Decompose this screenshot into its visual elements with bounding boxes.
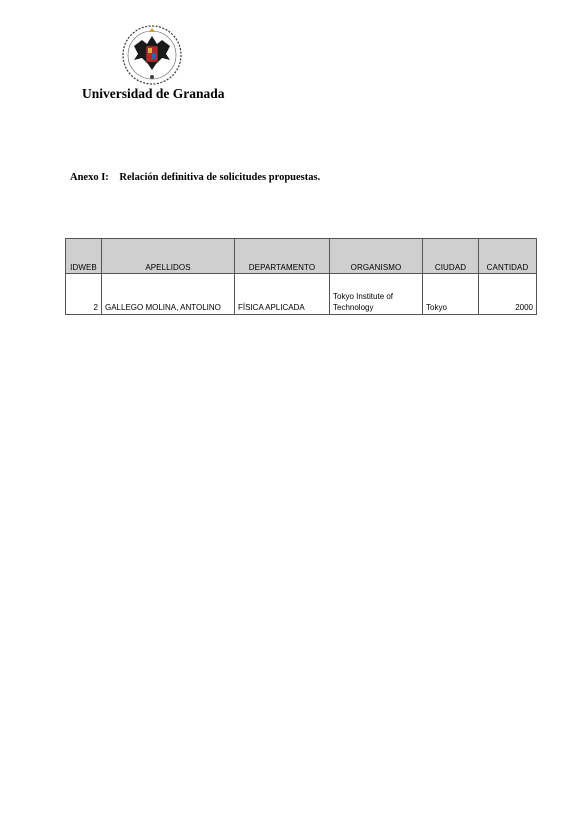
column-header-apellidos: APELLIDOS (102, 239, 235, 274)
annex-title: Relación definitiva de solicitudes propuestas. (119, 172, 321, 183)
cell-organismo: Tokyo Institute of Technology (330, 274, 423, 315)
institution-name: Universidad de Granada (82, 86, 225, 101)
cell-apellidos: GALLEGO MOLINA, ANTOLINO (102, 274, 235, 315)
column-header-departamento: DEPARTAMENTO (235, 239, 330, 274)
university-seal-icon (120, 24, 184, 86)
annex-label: Anexo I: (70, 172, 109, 183)
column-header-idweb: IDWEB (66, 239, 102, 274)
column-header-cantidad: CANTIDAD (479, 239, 537, 274)
cell-ciudad: Tokyo (423, 274, 479, 315)
cell-idweb: 2 (66, 274, 102, 315)
annex-heading (70, 172, 320, 183)
cell-cantidad: 2000 (479, 274, 537, 315)
table-header-row (66, 239, 537, 274)
table-row (66, 274, 537, 315)
column-header-organismo: ORGANISMO (330, 239, 423, 274)
column-header-ciudad: CIUDAD (423, 239, 479, 274)
applications-table (65, 238, 537, 315)
cell-departamento: FÍSICA APLICADA (235, 274, 330, 315)
